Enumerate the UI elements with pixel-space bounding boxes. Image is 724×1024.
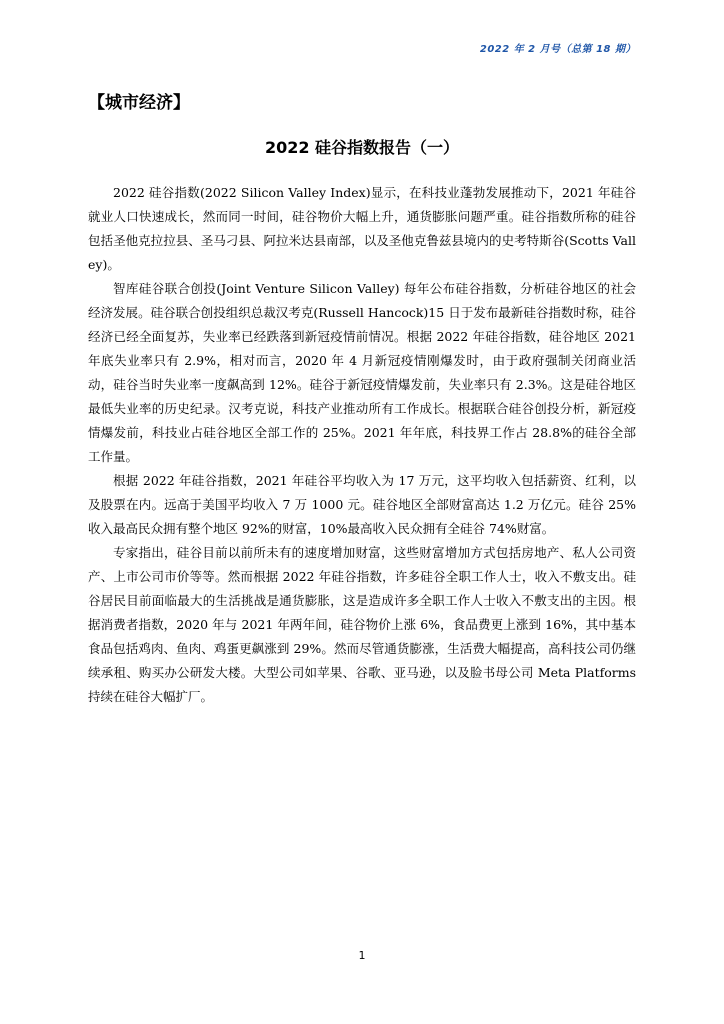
page-number: 1 [358, 949, 366, 962]
paragraph: 专家指出，硅谷目前以前所未有的速度增加财富，这些财富增加方式包括房地产、私人公司资产、上市公司市价等等。然而根据 2022 年硅谷指数，许多硅谷全职工作人士，收入不敷支出。硅谷居民目前面临最大的生活挑战是通货膨胀，这是造成许多全职工作人士收入不敷支出的主因。根据消费者指数，2020 年与 2021 年两年间，硅谷物价上涨 6%，食品费更上涨到 16%，其中基本食品包括鸡肉、鱼肉、鸡蛋更飙涨到 29%。然而尽管通货膨涨，生活费大幅提高，高科技公司仍继续承租、购买办公研发大楼。大型公司如苹果、谷歌、亚马逊，以及脸书母公司 Meta Platforms 持续在硅谷大幅扩厂。 [88, 545, 636, 704]
section-tag: 【城市经济】 [88, 93, 190, 113]
issue-header: 2022 年 2 月号（总第 18 期） [479, 44, 636, 55]
article-title: 2022 硅谷指数报告（一） [264, 138, 460, 157]
article-body [88, 181, 636, 709]
paragraph: 2022 硅谷指数(2022 Silicon Valley Index)显示，在科技业蓬勃发展推动下，2021 年硅谷就业人口快速成长，然而同一时间，硅谷物价大幅上升，通货膨胀问题严重。硅谷指数所称的硅谷包括圣他克拉拉县、圣马刁县、阿拉米达县南部，以及圣他克鲁兹县境内的史考特斯谷(Scotts Valley)。 [88, 185, 636, 272]
paragraph: 根据 2022 年硅谷指数，2021 年硅谷平均收入为 17 万元，这平均收入包括薪资、红利，以及股票在内。远高于美国平均收入 7 万 1000 元。硅谷地区全部财富高达 1.2 万亿元。硅谷 25%收入最高民众拥有整个地区 92%的财富，10%最高收入民众拥有全硅谷 74%财富。 [88, 473, 636, 536]
paragraph: 智库硅谷联合创投(Joint Venture Silicon Valley) 每年公布硅谷指数，分析硅谷地区的社会经济发展。硅谷联合创投组织总裁汉考克(Russell Hancock)15 日于发布最新硅谷指数时称，硅谷经济已经全面复苏，失业率已经跌落到新冠疫情前情况。根据 2022 年硅谷指数，硅谷地区 2021 年底失业率只有 2.9%，相对而言，2020 年 4 月新冠疫情刚爆发时，由于政府强制关闭商业活动，硅谷当时失业率一度飙高到 12%。硅谷于新冠疫情爆发前，失业率只有 2.3%。这是硅谷地区最低失业率的历史纪录。汉考克说，科技产业推动所有工作成长。根据联合硅谷创投分析，新冠疫情爆发前，科技业占硅谷地区全部工作的 25%。2021 年年底，科技界工作占 28.8%的硅谷全部工作量。 [88, 281, 636, 464]
